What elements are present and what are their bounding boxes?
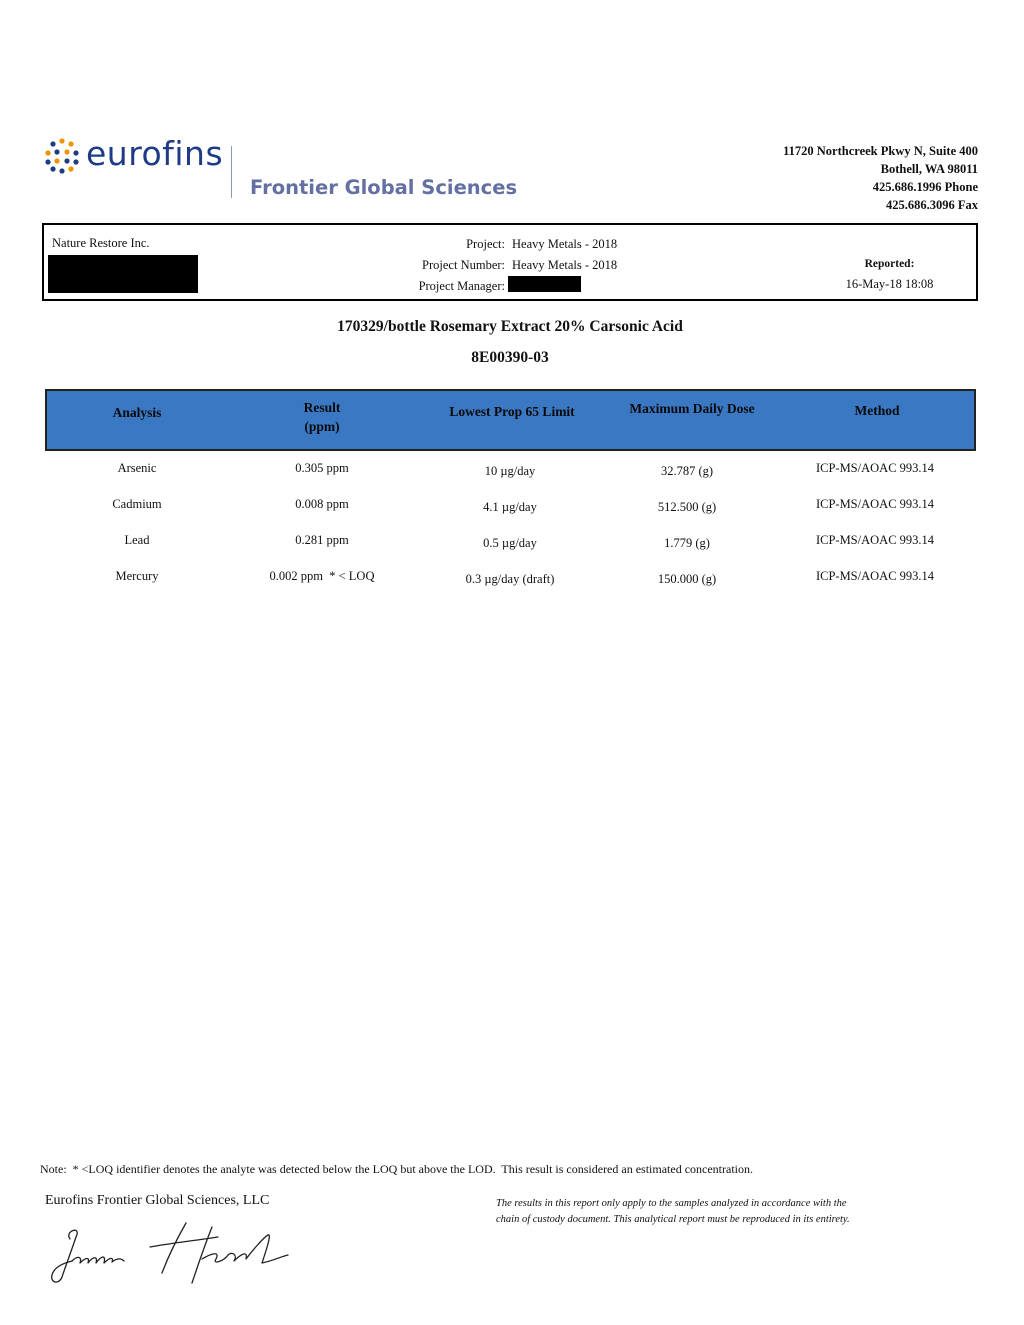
cell-result: 0.281 ppm	[295, 533, 349, 547]
table-row	[0, 461, 1024, 481]
project-values	[512, 234, 617, 276]
client-name: Nature Restore Inc.	[52, 236, 150, 250]
cell-limit: 10 µg/day	[484, 464, 536, 478]
logo-divider	[231, 146, 232, 198]
cell-dose: 1.779 (g)	[664, 536, 710, 550]
cell-limit: 0.5 µg/day	[483, 536, 537, 550]
table-row	[0, 497, 1024, 517]
logo-wordmark: eurofins	[86, 134, 224, 173]
cell-method: ICP-MS/AOAC 993.14	[815, 569, 935, 583]
results-table-header	[45, 389, 976, 451]
cell-analysis: Arsenic	[117, 461, 157, 475]
header-method: Method	[854, 403, 900, 418]
project-label: Project:	[466, 237, 505, 251]
cell-limit: 0.3 µg/day (draft)	[465, 572, 555, 586]
cell-method: ICP-MS/AOAC 993.14	[815, 461, 935, 475]
address-line: 425.686.3096 Fax	[885, 198, 978, 212]
cell-result: 0.008 ppm	[295, 497, 349, 511]
cell-dose: 32.787 (g)	[660, 464, 714, 478]
company-name: Eurofins Frontier Global Sciences, LLC	[45, 1193, 270, 1208]
logo-subtitle: Frontier Global Sciences	[250, 176, 518, 199]
header-result-line2: (ppm)	[304, 419, 340, 434]
header-result-line1: Result	[303, 400, 341, 415]
project-manager-label: Project Manager:	[418, 279, 505, 293]
disclaimer-line: chain of custody document. This analytical report must be reproduced in its entirety.	[496, 1214, 850, 1225]
cell-result: 0.002 ppm * < LOQ	[269, 569, 375, 583]
redacted-client-address	[48, 255, 198, 293]
loq-note: Note: * <LOQ identifier denotes the analyte was detected below the LOQ but above the LOD. This result is considered an estimated concentration.	[40, 1162, 753, 1176]
header-result	[257, 398, 387, 436]
project-value: Heavy Metals - 2018	[512, 237, 618, 251]
signature-image	[42, 1217, 302, 1289]
table-header-underline	[45, 450, 976, 451]
cell-method: ICP-MS/AOAC 993.14	[815, 533, 935, 547]
cell-dose: 512.500 (g)	[657, 500, 717, 514]
cell-analysis: Lead	[124, 533, 150, 547]
cell-limit: 4.1 µg/day	[483, 500, 537, 514]
cell-result: 0.305 ppm	[295, 461, 349, 475]
project-number-value: Heavy Metals - 2018	[512, 258, 618, 272]
header-max-daily-dose: Maximum Daily Dose	[629, 401, 755, 416]
disclaimer-line: The results in this report only apply to the samples analyzed in accordance with the	[496, 1198, 847, 1209]
header-analysis: Analysis	[112, 405, 162, 420]
table-row	[0, 533, 1024, 553]
address-line: Bothell, WA 98011	[880, 162, 978, 176]
project-labels	[350, 234, 505, 297]
lab-address	[783, 142, 978, 214]
report-disclaimer	[496, 1196, 916, 1228]
table-row	[0, 569, 1024, 589]
project-number-label: Project Number:	[422, 258, 505, 272]
reported-label: Reported:	[864, 258, 915, 270]
cell-analysis: Cadmium	[112, 497, 162, 511]
cell-dose: 150.000 (g)	[657, 572, 717, 586]
cell-method: ICP-MS/AOAC 993.14	[815, 497, 935, 511]
cell-analysis: Mercury	[115, 569, 159, 583]
address-line: 11720 Northcreek Pkwy N, Suite 400	[783, 144, 978, 158]
address-line: 425.686.1996 Phone	[872, 180, 978, 194]
reported-date: 16-May-18 18:08	[845, 277, 934, 291]
header-prop65-limit: Lowest Prop 65 Limit	[449, 404, 575, 419]
sample-id: 8E00390-03	[471, 349, 549, 366]
redacted-project-manager	[508, 276, 581, 292]
eurofins-logo-icon	[44, 138, 80, 174]
sample-title: 170329/bottle Rosemary Extract 20% Carsonic Acid	[337, 318, 683, 335]
